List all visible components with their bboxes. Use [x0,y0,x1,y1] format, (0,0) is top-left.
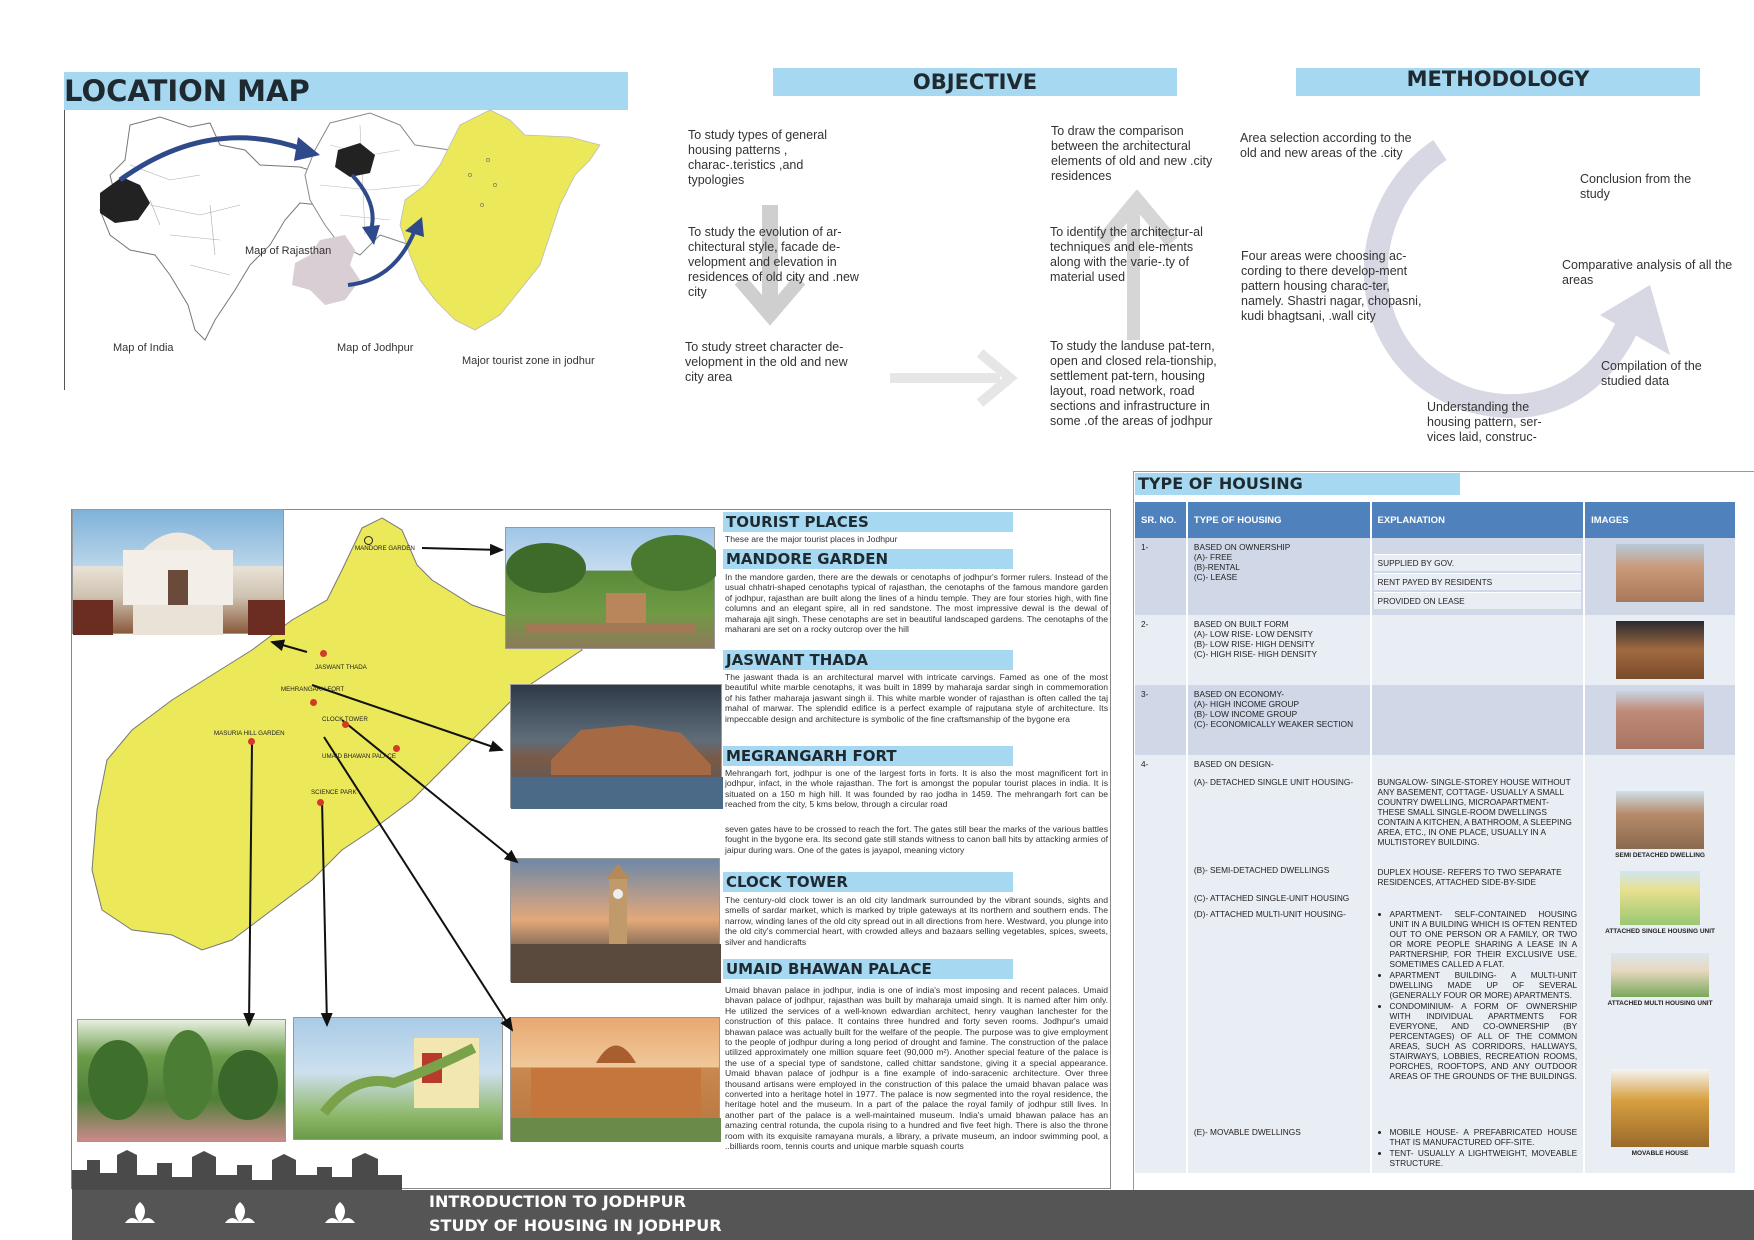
mehrangarh-fort-title: MEGRANGARH FORT [723,746,1013,766]
umaid-bhawan-text: Umaid bhavan palace in jodhpur, india is one of india's most imposing and recent palaces. Umaid bhavan palace of jodhpur, rajasthan was built by maharaja umaid singh. It is named after him only. He utilized the services of a well-known edwardian architect, henry vaughan lanchester for the construction of this palace. It contains three hundred and forty seven rooms. Jodhpur's umaid bhawan palace was actually built for the welfare of the people. The purpose was to give employment to the people of jodhpur during a long period of drought and famine. The construction of the palace utilized approximately one million square feet (90,000 m²). Another special feature of the palace is the use of a special type of sandstone, called chittar sandstone, giving it a special appearance. Umaid bhavan palace of jodhpur is a fine example of indo-saracenic architecture. Over three thousand artisans were employed in the construction of this palace the umaid bhavan palace was converted into a heritage hotel in 1977. The palace is now segmented into the royal residence, the heritage hotel and the museum. In a part of the palace the royal family of jodhpur still lives. In another part of the palace is a well-maintained museum. India's umaid bhawan palace has an amazing central rotunda, the cupola rising to a hundred and five feet high. There is also the throne room with its exquisite ramayana murals, a library, a private museum, an indoor swimming pool, a ..billiards room, tennis courts and unique marble squash courts [725,985,1108,1152]
jaswant-thada-text: The jaswant thada is an architectural marvel with intricate carvings. Famed as one of the most beautiful white marble cenotaphs, it was built in 1899 by maharaja sardar singh in commemoration of his father maharaja jaswant singh ii. This white marble wonder of rajasthan is often called the taj mahal of marwar. The splendid edifice is a perfect example of rajputana style of architecture. Its impeccable design and architecture is symbolic of the fine craftsmanship of the bygone era [725,672,1108,724]
methodology-step: Comparative analysis of all the areas [1562,258,1733,287]
row-type: BASED ON DESIGN- (A)- DETACHED SINGLE UNIT HOUSING- (B)- SEMI-DETACHED DWELLINGS (C)- ATTACHED SINGLE-UNIT HOUSING (D)- ATTACHED MULTI-UNIT HOUSING- (E)- MOVABLE DWELLINGS [1187,755,1371,1173]
label-tourist-zone: Major tourist zone in jodhur [462,355,595,367]
objective-item: To study the evolution of ar-chitectural style, facade de-velopment and elevation in residences of old city and .new city [688,225,859,299]
mandore-garden-title: MANDORE GARDEN [723,549,1013,569]
methodology-step: Conclusion from the study [1580,172,1692,201]
methodology-title: METHODOLOGY [1406,67,1590,91]
skyline-silhouette [72,1145,402,1195]
caption: SEMI DETACHED DWELLING [1615,852,1705,859]
methodology-step: Compilation of the studied data [1601,359,1702,388]
mandore-garden-text: In the mandore garden, there are the dewals or cenotaphs of jodhpur's former rulers. Instead of the usual chhatri-shaped cenotaphs typical of rajasthan, the cenotaphs of the famous mandore garden of jodhpur, rajasthan are built along the lines of a hindu temple. They are four stories high, with fine columns and an elegant spire, all in red sandstone. The most impressive dewal is the dewal of maharaja ajit singh. These cenotaphs are set in beautiful landscaped gardens. The cenotaphs of the maharani are set on a rocky outcrop over the hill [725,572,1108,635]
row-explanation: SUPPLIED BY GOV. RENT PAYED BY RESIDENTS PROVIDED ON LEASE [1371,538,1585,615]
mehrangarh-fort-text: Mehrangarh fort, jodhpur is one of the largest forts in forts. It is also the most magnificent fort in jodhpur, infact, in the whole rajasthan. The fort is amongst the popular tourist places in india. It is situated on a 150 m high hill. It was founded by rao jodha in 1459. The mehrangarh fort can be reached from the city, 5 kms below, through a circular road [725,768,1108,810]
row-type: BASED ON BUILT FORM (A)- LOW RISE- LOW DENSITY (B)- LOW RISE- HIGH DENSITY (C)- HIGH RISE- HIGH DENSITY [1187,615,1371,685]
clock-tower-title: CLOCK TOWER [723,872,1013,892]
table-row [1135,755,1736,1173]
house-photo [1616,544,1704,602]
house-photo [1616,691,1704,749]
label-map-of-rajasthan: Map of Rajasthan [245,245,332,257]
row-type: BASED ON OWNERSHIP (A)- FREE (B)-RENTAL (C)- LEASE [1187,538,1371,615]
row-image [1584,685,1736,755]
map-label-masuria-hill-garden: MASURIA HILL GARDEN [214,730,285,737]
movable-list: • MOBILE HOUSE- A PREFABRICATED HOUSE THAT IS MANUFACTURED OFF-SITE. • TENT- USUALLY A LIGHTWEIGHT, MOVEABLE STRUCTURE. [1378,1127,1578,1168]
objective-item: To study types of general housing patterns , charac-.teristics ,and typologies [688,128,827,187]
row-image [1584,538,1736,615]
semi-detached-photo [1616,791,1704,849]
map-label-science-park: SCIENCE PARK [311,789,357,796]
umaid-bhawan-title: UMAID BHAWAN PALACE [723,959,1013,979]
header-explanation: EXPLANATION [1371,502,1585,538]
umaid-bhawan-marker [393,745,400,752]
housing-left-rule [1133,471,1134,1190]
row-no: 3- [1135,685,1187,755]
methodology-step: Area selection according to the old and new areas of the .city [1240,131,1412,160]
footer-line-1: INTRODUCTION TO JODHPUR [429,1192,686,1211]
mandore-garden-marker [364,536,373,545]
objective-item: To draw the comparison between the architectural elements of old and new .city residences [1051,124,1213,183]
header-sr-no: SR. NO. [1135,502,1187,538]
objective-item: To study street character de-velopment in the old and new city area [685,340,848,384]
row-no: 1- [1135,538,1187,615]
table-row [1135,685,1736,755]
label-map-of-india: Map of India [113,342,174,354]
mehrangarh-fort-text-2: seven gates have to be crossed to reach the fort. The gates still bear the marks of the various battles fought in the bygone era. Its second gate still stands witness to canon ball hits by attacking armies of jaipur during wars. One of the gates is jayapol, meaning victory [725,824,1108,855]
map-label-jaswant-thada: JASWANT THADA [315,664,367,671]
movable-house-photo [1611,1069,1709,1147]
objective-title: OBJECTIVE [912,70,1038,94]
footer-line-2: STUDY OF HOUSING IN JODHPUR [429,1216,722,1235]
house-photo [1616,621,1704,679]
jaswant-thada-marker [320,650,327,657]
tourist-places-title: TOURIST PLACES [723,512,1013,532]
table-row [1135,538,1736,615]
map-label-clock-tower: CLOCK TOWER [322,716,368,723]
housing-title: TYPE OF HOUSING [1135,473,1460,495]
row-images [1584,755,1736,1173]
caption: MOVABLE HOUSE [1631,1150,1689,1157]
methodology-step: Four areas were choosing ac-cording to there develop-ment pattern housing charac-ter, namely. Shastri nagar, chopasni, kudi bhagtsani, .wall city [1241,249,1422,323]
jaswant-thada-title: JASWANT THADA [723,650,1013,670]
tourist-map-arrows [72,510,592,1040]
footer-ornaments [120,1198,370,1228]
map-label-mehrangarh-fort: MEHRANGARH FORT [281,686,345,693]
masuria-hill-garden-marker [248,738,255,745]
housing-table [1135,502,1737,1173]
row-explanation: BUNGALOW- SINGLE-STOREY HOUSE WITHOUT ANY BASEMENT, COTTAGE- USUALLY A SMALL COUNTRY DWELLING, MICROAPARTMENT- THESE SMALL SINGLE-ROOM DWELLINGS CONTAIN A KITCHEN, A BATHROOM, A SLEEPING AREA, ETC., IN ONE PLACE, USUALLY IN A MULTISTOREY BUILDING. DUPLEX HOUSE- REFERS TO TWO SEPARATE RESIDENCES, ATTACHED SIDE-BY-SIDE • APARTMENT- SELF-CONTAINED HOUSING UNIT IN A BUILDING WHICH IS OFTEN RENTED OUT TO ONE PERSON OR A FAMILY, OR TWO OR MORE PEOPLE SHARING A LEASE IN A PARTNERSHIP, FOR THEIR EXCLUSIVE USE. SOMETIMES CALLED A FLAT. • APARTMENT BUILDING- A MULTI-UNIT DWELLING MADE UP OF SEVERAL (GENERALLY FOUR OR MORE) APARTMENTS. • CONDOMINIUM- A FORM OF OWNERSHIP WITH INDIVIDUAL APARTMENTS FOR EVERYONE, AND CO-OWNERSHIP (BY PERCENTAGES) OF ALL OF THE COMMON AREAS, SUCH AS CORRIDORS, HALLWAYS, STAIRWAYS, LOBBIES, RECREATION ROOMS, PORCHES, ROOFTOPS, AND ANY OUTDOOR AREAS OF THE GROUNDS OF THE BUILDINGS. • MOBILE HOUSE- A PREFABRICATED HOUSE THAT IS MANUFACTURED OFF-SITE. • TENT- USUALLY A LIGHTWEIGHT, MOVEABLE STRUCTURE. [1371,755,1585,1173]
science-park-marker [317,799,324,806]
location-map-border [64,110,65,390]
row-image [1584,615,1736,685]
objective-item: To identify the architectur-al techniques and ele-ments along with the varie-.ty of material used [1050,225,1203,284]
methodology-step: Understanding the housing pattern, ser-vices laid, construc- [1427,400,1542,444]
housing-top-rule [1133,471,1754,472]
clock-tower-text: The century-old clock tower is an old city landmark surrounded by the vibrant sounds, sights and smells of sardar market, which is marked by triple gateways at its northern and southern ends. The narrow, winding lanes of the old city spread out in all directions from here. Westward, you plunge into the old city's commercial heart, with crowded alleys and bazaars selling vegetables, spices, sweets, silver and handicrafts [725,895,1108,947]
table-row [1135,615,1736,685]
row-no: 4- [1135,755,1187,1173]
attached-multi-photo [1611,953,1709,997]
map-label-mandore-garden: MANDORE GARDEN [355,545,415,552]
attached-single-photo [1620,871,1700,925]
objective-item: To study the landuse pat-tern, open and closed rela-tionship, settlement pat-tern, housing layout, road network, road sections and infrastructure in some .of the areas of jodhpur [1050,339,1217,428]
tourist-zone-map [400,110,600,330]
mehrangarh-fort-marker [310,699,317,706]
multi-unit-list: • APARTMENT- SELF-CONTAINED HOUSING UNIT IN A BUILDING WHICH IS OFTEN RENTED OUT TO ONE PERSON OR A FAMILY, OR TWO OR MORE PEOPLE SHARING A LEASE IN A PARTNERSHIP, FOR THEIR EXCLUSIVE USE. SOMETIMES CALLED A FLAT. • APARTMENT BUILDING- A MULTI-UNIT DWELLING MADE UP OF SEVERAL (GENERALLY FOUR OR MORE) APARTMENTS. • CONDOMINIUM- A FORM OF OWNERSHIP WITH INDIVIDUAL APARTMENTS FOR EVERYONE, AND CO-OWNERSHIP (BY PERCENTAGES) OF ALL OF THE COMMON AREAS, SUCH AS CORRIDORS, HALLWAYS, STAIRWAYS, LOBBIES, RECREATION ROOMS, PORCHES, ROOFTOPS, AND ANY OUTDOOR AREAS OF THE GROUNDS OF THE BUILDINGS. [1378,909,1578,1127]
map-label-umaid-bhawan-palace: UMAID BHAWAN PALACE [322,753,397,760]
label-map-of-jodhpur: Map of Jodhpur [337,342,414,354]
tourist-places-subtitle: These are the major tourist places in Jodhpur [725,534,898,544]
caption: ATTACHED MULTI HOUSING UNIT [1607,1000,1713,1007]
caption: ATTACHED SINGLE HOUSING UNIT [1605,928,1716,935]
row-no: 2- [1135,615,1187,685]
location-map-title: LOCATION MAP [64,74,310,108]
header-type: TYPE OF HOUSING [1187,502,1371,538]
header-images: IMAGES [1584,502,1736,538]
row-type: BASED ON ECONOMY- (A)- HIGH INCOME GROUP (B)- LOW INCOME GROUP (C)- ECONOMICALLY WEAKER SECTION [1187,685,1371,755]
